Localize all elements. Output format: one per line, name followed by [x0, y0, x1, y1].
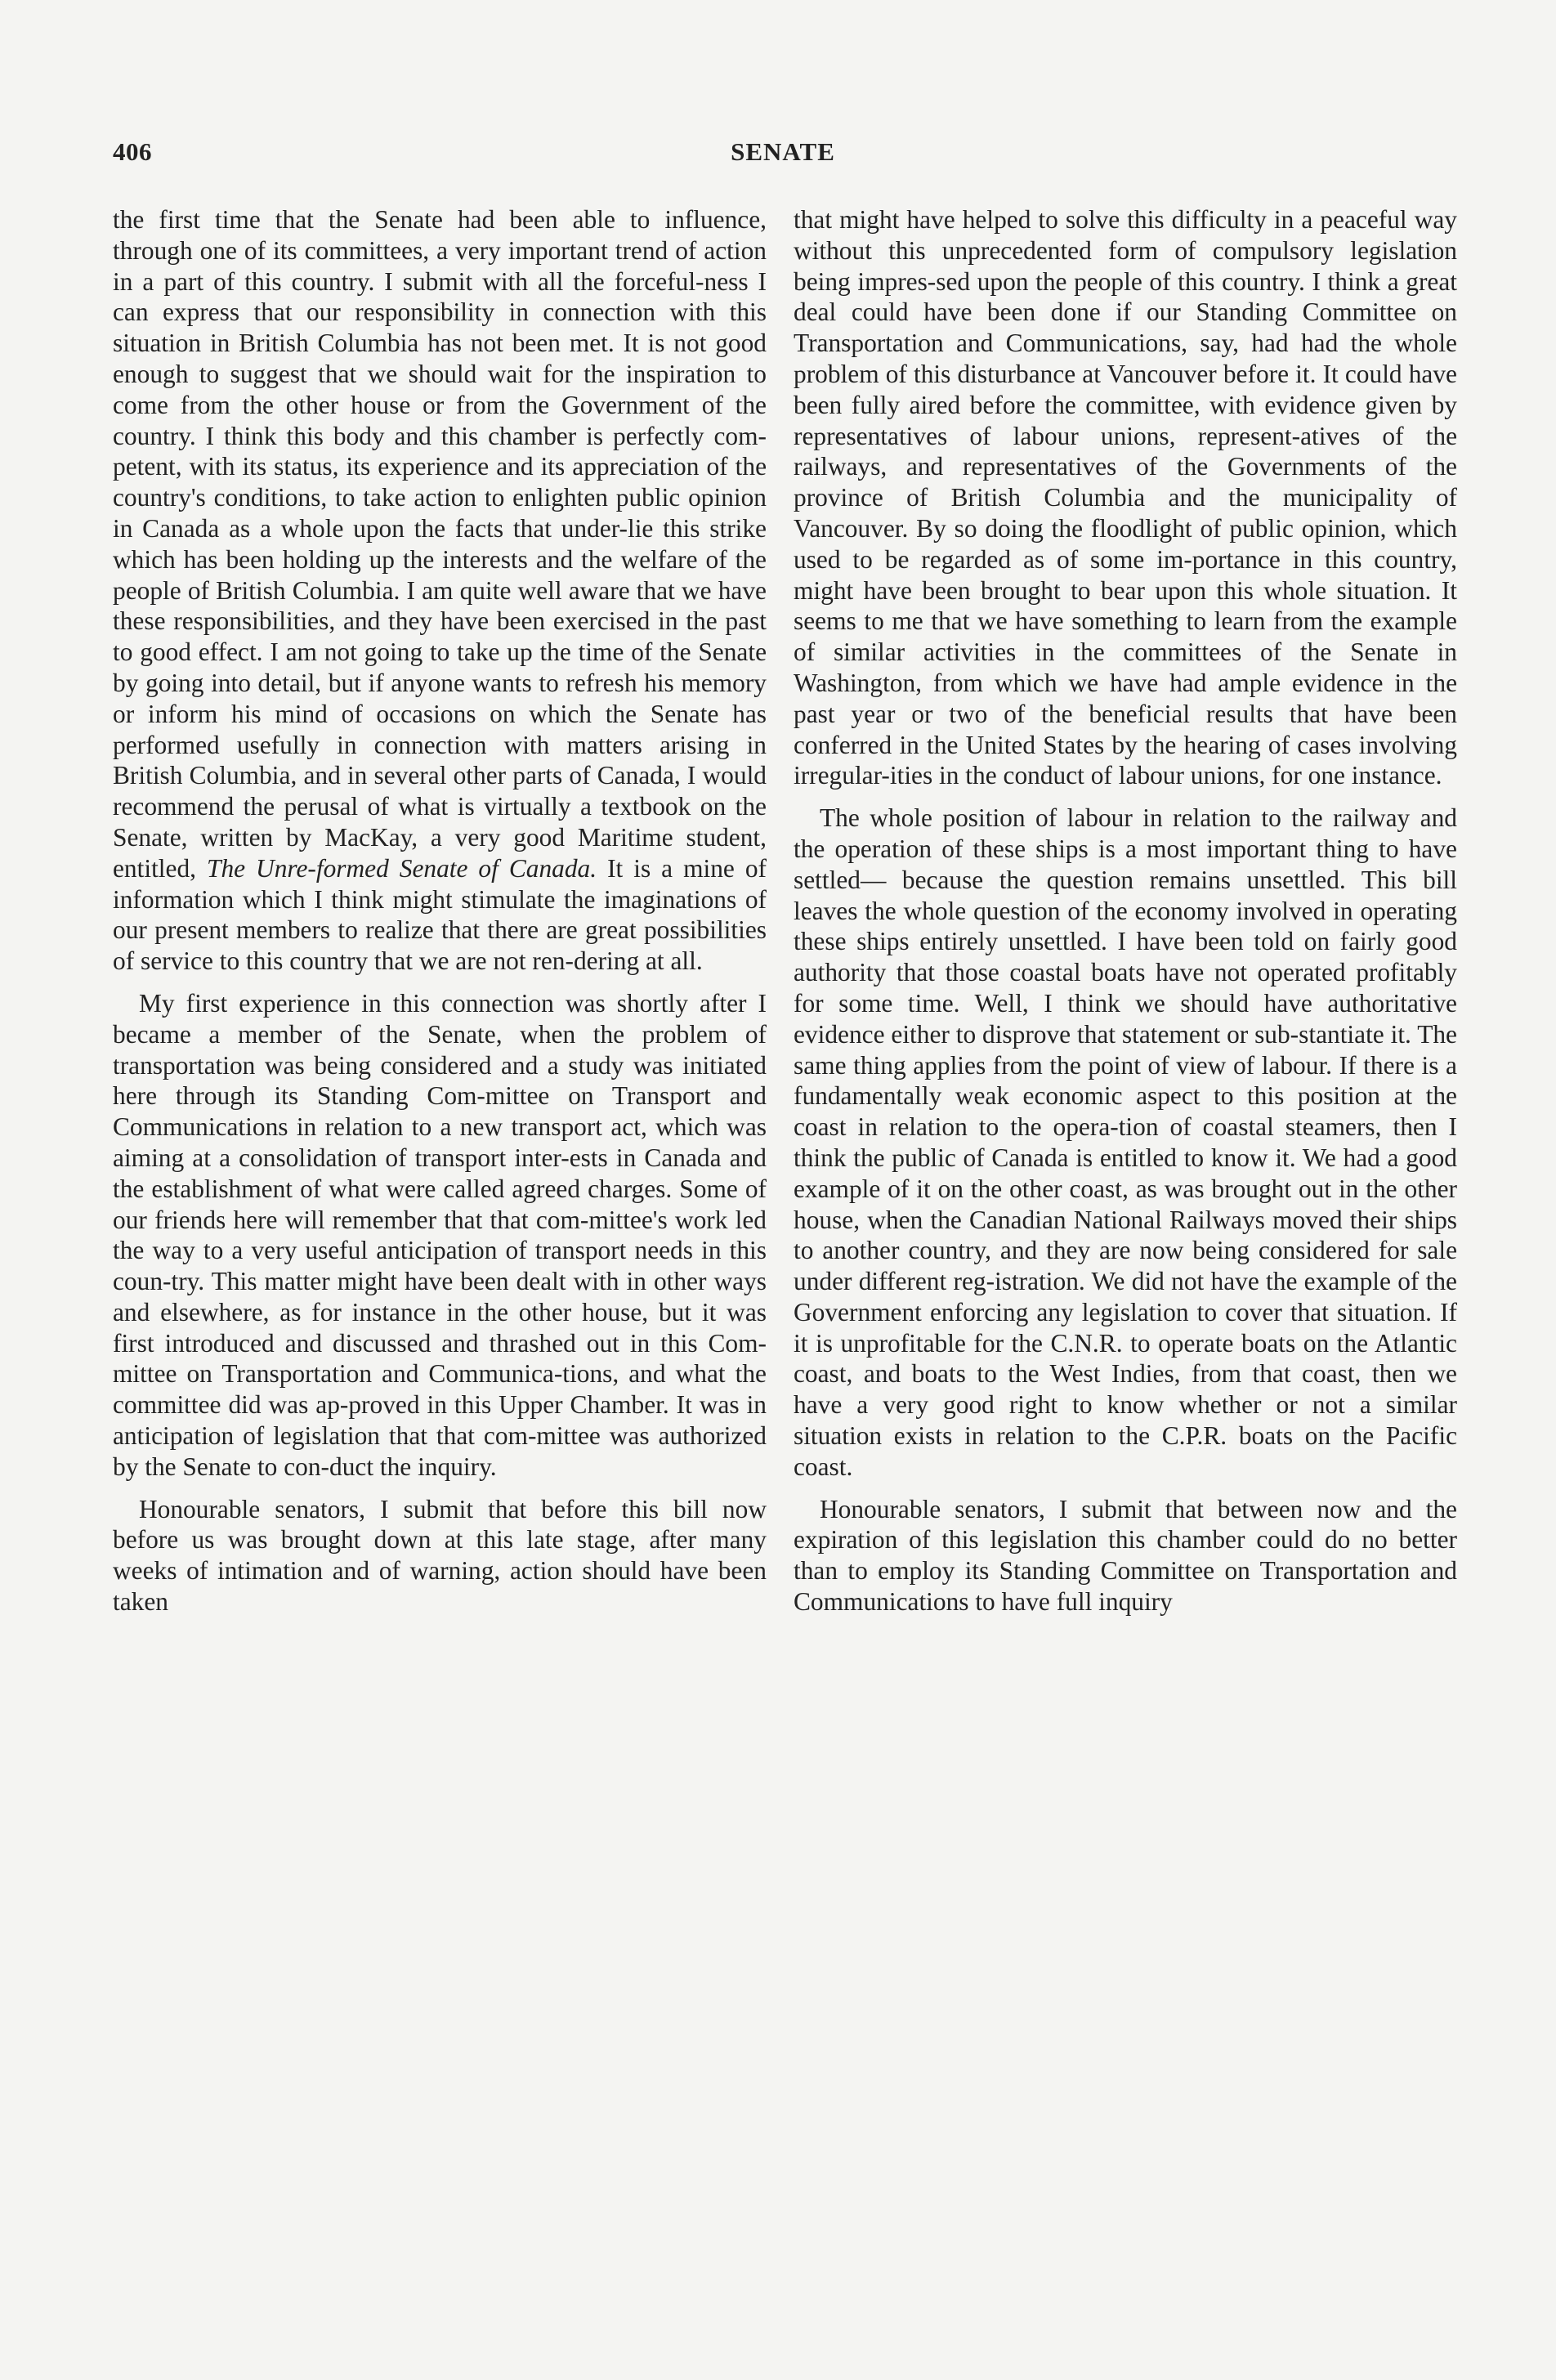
running-title: SENATE [731, 137, 835, 166]
left-column [113, 204, 767, 1629]
right-paragraph-2: The whole position of labour in relation to the railway and the operation of these ships is a most important thing to have settled— because the question remains unsettled. This bill leaves the whole question of the economy involved in operating these ships entirely unsettled. I have been told on fairly good authority that those coastal boats have not operated profitably for some time. Well, I think we should have authoritative evidence either to disprove that statement or sub-stantiate it. The same thing applies from the point of view of labour. If there is a fundamentally weak economic aspect to this position at the coast in relation to the opera-tion of coastal steamers, then I think the public of Canada is entitled to know it. We had a good example of it on the other coast, as was brought out in the other house, when the Canadian National Railways moved their ships to another country, and they are now being considered for sale under different reg-istration. We did not have the example of the Government enforcing any legislation to cover that situation. If it is unprofitable for the C.N.R. to operate boats on the Atlantic coast, and boats to the West Indies, from that coast, then we have a very good right to know whether or not a similar situation exists in relation to the C.P.R. boats on the Pacific coast. [794, 803, 1457, 1481]
left-paragraph-3: Honourable senators, I submit that before this bill now before us was brought down at this late stage, after many weeks of intimation and of warning, action should have been taken [113, 1494, 767, 1617]
left-paragraph-1-tail: It is a mine of information which I think might stimulate the imaginations of our present members to realize that there are great possibilities of service to this country that we are not ren-dering at all. [113, 853, 767, 976]
left-paragraph-1 [113, 204, 767, 977]
right-column [794, 204, 1457, 1629]
book-title: The Unre-formed Senate of Canada. [206, 853, 597, 883]
left-paragraph-2: My first experience in this connection was shortly after I became a member of the Senate, when the problem of transportation was being considered and a study was initiated here through its Standing Com-mittee on Transport and Communications in relation to a new transport act, which was aiming at a consolidation of transport inter-ests in Canada and the establishment of what were called agreed charges. Some of our friends here will remember that that com-mittee's work led the way to a very useful anticipation of transport needs in this coun-try. This matter might have been dealt with in other ways and elsewhere, as for instance in the other house, but it was first introduced and discussed and thrashed out in this Com-mittee on Transportation and Communica-tions, and what the committee did was ap-proved in this Upper Chamber. It was in anticipation of legislation that that com-mittee was authorized by the Senate to con-duct the inquiry. [113, 988, 767, 1481]
right-paragraph-1: that might have helped to solve this difficulty in a peaceful way without this unprecedented form of compulsory legislation being impres-sed upon the people of this country. I think a great deal could have been done if our Standing Committee on Transportation and Communications, say, had had the whole problem of this disturbance at Vancouver before it. It could have been fully aired before the committee, with evidence given by representatives of labour unions, represent-atives of the railways, and representatives of the Governments of the province of British Columbia and the municipality of Vancouver. By so doing the floodlight of public opinion, which used to be regarded as of some im-portance in this country, might have been brought to bear upon this whole situation. It seems to me that we have something to learn from the example of similar activities in the committees of the Senate in Washington, from which we have had ample evidence in the past year or two of the beneficial results that have been conferred in the United States by the hearing of cases involving irregular-ities in the conduct of labour unions, for one instance. [794, 205, 1457, 790]
page-header [113, 137, 1453, 173]
right-paragraph-3: Honourable senators, I submit that between now and the expiration of this legislation this chamber could do no better than to employ its Standing Committee on Transportation and Communications to have full inquiry [794, 1494, 1457, 1617]
left-paragraph-1-text: the first time that the Senate had been able to influence, through one of its committees, a very important trend of action in a part of this country. I submit with all the forceful-ness I can express that our responsibility in connection with this situation in British Columbia has not been met. It is not good enough to suggest that we should wait for the inspiration to come from the other house or from the Government of the country. I think this body and this chamber is perfectly com-petent, with its status, its experience and its appreciation of the country's conditions, to take action to enlighten public opinion in Canada as a whole upon the facts that under-lie this strike which has been holding up the interests and the welfare of the people of British Columbia. I am quite well aware that we have these responsibilities, and they have been exercised in the past to good effect. I am not going to take up the time of the Senate by going into detail, but if anyone wants to refresh his memory or inform his mind of occasions on which the Senate has performed usefully in connection with matters arising in British Columbia, and in several other parts of Canada, I would recommend the perusal of what is virtually a textbook on the Senate, written by MacKay, a very good Maritime student, entitled, [113, 205, 767, 883]
page-number: 406 [113, 137, 152, 166]
